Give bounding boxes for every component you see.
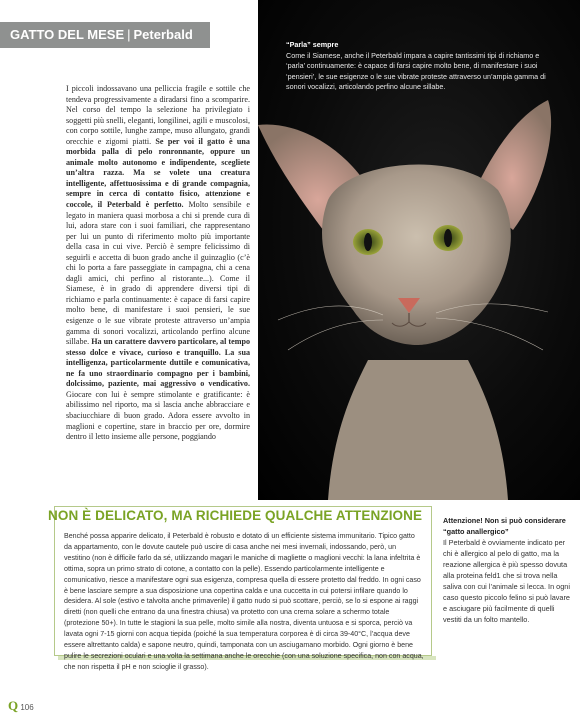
page-footer bbox=[8, 698, 34, 714]
caption-title: “Parla” sempre bbox=[286, 40, 339, 49]
caption-text: Come il Siamese, anche il Peterbald impara a capire tantissimi tipi di richiamo e ‘parla’ continuamente: è capace di farsi capire molto bene, di manifestare i suoi ‘pensieri’, le sue esigenze o le sue vibrate proteste attraverso un’ampia gamma di sonori vocalizzi, articolando perfino alcune sillabe. bbox=[286, 50, 546, 91]
allergy-sidebar bbox=[443, 515, 571, 625]
breed-name: Peterbald bbox=[133, 27, 193, 42]
section-name: GATTO DEL MESE bbox=[10, 27, 125, 42]
article-paragraph-3: Giocare con lui è sempre stimolante e gratificante: è abilissimo nel riporto, ma si lascia anche abbracciare e sbaciucchiare di buon grado. Adora essere avvolto in maglioni e copertine, stare in braccio per ore, dormire dentro il letto insieme alle persone, poggiando bbox=[66, 389, 250, 442]
page-number: 106 bbox=[20, 703, 34, 712]
photo-caption bbox=[286, 40, 548, 93]
article-paragraph-2: Molto sensibile e legato in maniera quasi morbosa a chi si prende cura di lui, adora stare con i suoi familiari, che rappresentano per lui un punto di riferimento molto più importante della casa in cui vive. Perciò è sempre felicissimo di seguirli e accetta di buon grado anche il guinzaglio (c’è chi lo porta a fare passeggiate in campagna, chi a cena dagli amici, chi perfino al ristorante...). Come il Siamese, è in grado di apprendere diversi tipi di richiamo e parla continuamente: è capace di farsi capire molto bene, di manifestare i suoi pensieri, le sue esigenze o le sue vibrate proteste attraverso un’ampia gamma di sonori vocalizzi, articolando perfino alcune sillabe. bbox=[66, 200, 250, 347]
article-body bbox=[66, 84, 250, 443]
article-paragraph-1-bold: Se per voi il gatto è una morbida palla di pelo ronronnante, oppure un animale molto autonomo e indipendente, scegliete un’altra razza. Ma se volete una creatura intelligente, affettuosissima e di grande compagnia, sempre in cerca di contatto fisico, attenzione e coccole, il Peterbald è perfetto. bbox=[66, 136, 250, 210]
magazine-logo: Q bbox=[8, 698, 19, 713]
article-paragraph-1: I piccoli indossavano una pelliccia fragile e sottile che tendeva progressivamente a diradarsi fino a scomparire. Nel corso del tempo la selezione ha privilegiato i soggetti più snelli, eleganti, longilinei, agili e muscolosi, con corpo sottile, lunghe zampe, muso allungato, grandi orecchie e zigomi piatti. bbox=[66, 84, 250, 146]
section-header bbox=[0, 22, 210, 48]
header-separator: | bbox=[127, 27, 131, 42]
care-box-text: Benché possa apparire delicato, il Peterbald è robusto e dotato di un efficiente sistema immunitario. Tipico gatto da appartamento, con le dovute cautele può uscire di casa anche nei mesi invernali, indossando, però, un vestitino (non è difficile farlo da sé, utilizzando magari le maniche di magliette o maglioni vecchi: la lana infeltrita è ottima, sopra un primo strato di cotone, a contatto con la pelle). Essendo particolarmente intelligente e comunicativo, riesce a manifestare ogni sua esigenza, compresa quella di essere protetto dal freddo. In ogni caso è bene lasciare sempre a sua disposizione una copertina calda e una cuccetta in cui potersi infilare quando lo desidera. Al sole (estivo e talvolta anche primaverile) il gatto nudo si può scottare, perciò, se lo si espone ai raggi diretti (non quelli che entrano da una finestra chiusa) va protetto con una crema solare a schermo totale (protezione 50+). In tutte le stagioni la sua pelle, molto simile alla nostra, diventa untuosa e si sporca, perciò va lavata ogni 7-15 giorni con acqua tiepida (poiché la sua temperatura corporea è di circa 39-40°C, l’acqua deve essere altrettanto calda) e sapone neutro, quindi, tamponata con un asciugamano morbido. Ogni giorno è bene pulire le secrezioni oculari e una volta la settimana anche le orecchie (con una soluzione specifica, non con acqua, che non rispetta il pH e non scioglie il grasso). bbox=[64, 532, 424, 671]
care-box-title: NON È DELICATO, MA RICHIEDE QUALCHE ATTENZIONE bbox=[48, 508, 423, 523]
article-paragraph-2-bold: Ha un carattere davvero particolare, al tempo stesso dolce e vivace, curioso e tranquillo. La sua intelligenza, particolarmente duttile e comunicativa, ne fa uno straordinario compagno per i bambini, dolcissimo, paziente, mai aggressivo o vendicativo. bbox=[66, 337, 250, 389]
sidebar-text: Il Peterbald è ovviamente indicato per chi è allergico al pelo di gatto, ma la reazione allergica è più spesso dovuta alla proteina feld1 che si trova nella saliva con cui l’animale si lecca. In ogni caso questo piccolo felino si può lavare e asciugare più facilmente di quelli vestiti da un folto mantello. bbox=[443, 538, 570, 624]
sidebar-title: Attenzione! Non si può considerare “gatto anallergico” bbox=[443, 516, 566, 536]
